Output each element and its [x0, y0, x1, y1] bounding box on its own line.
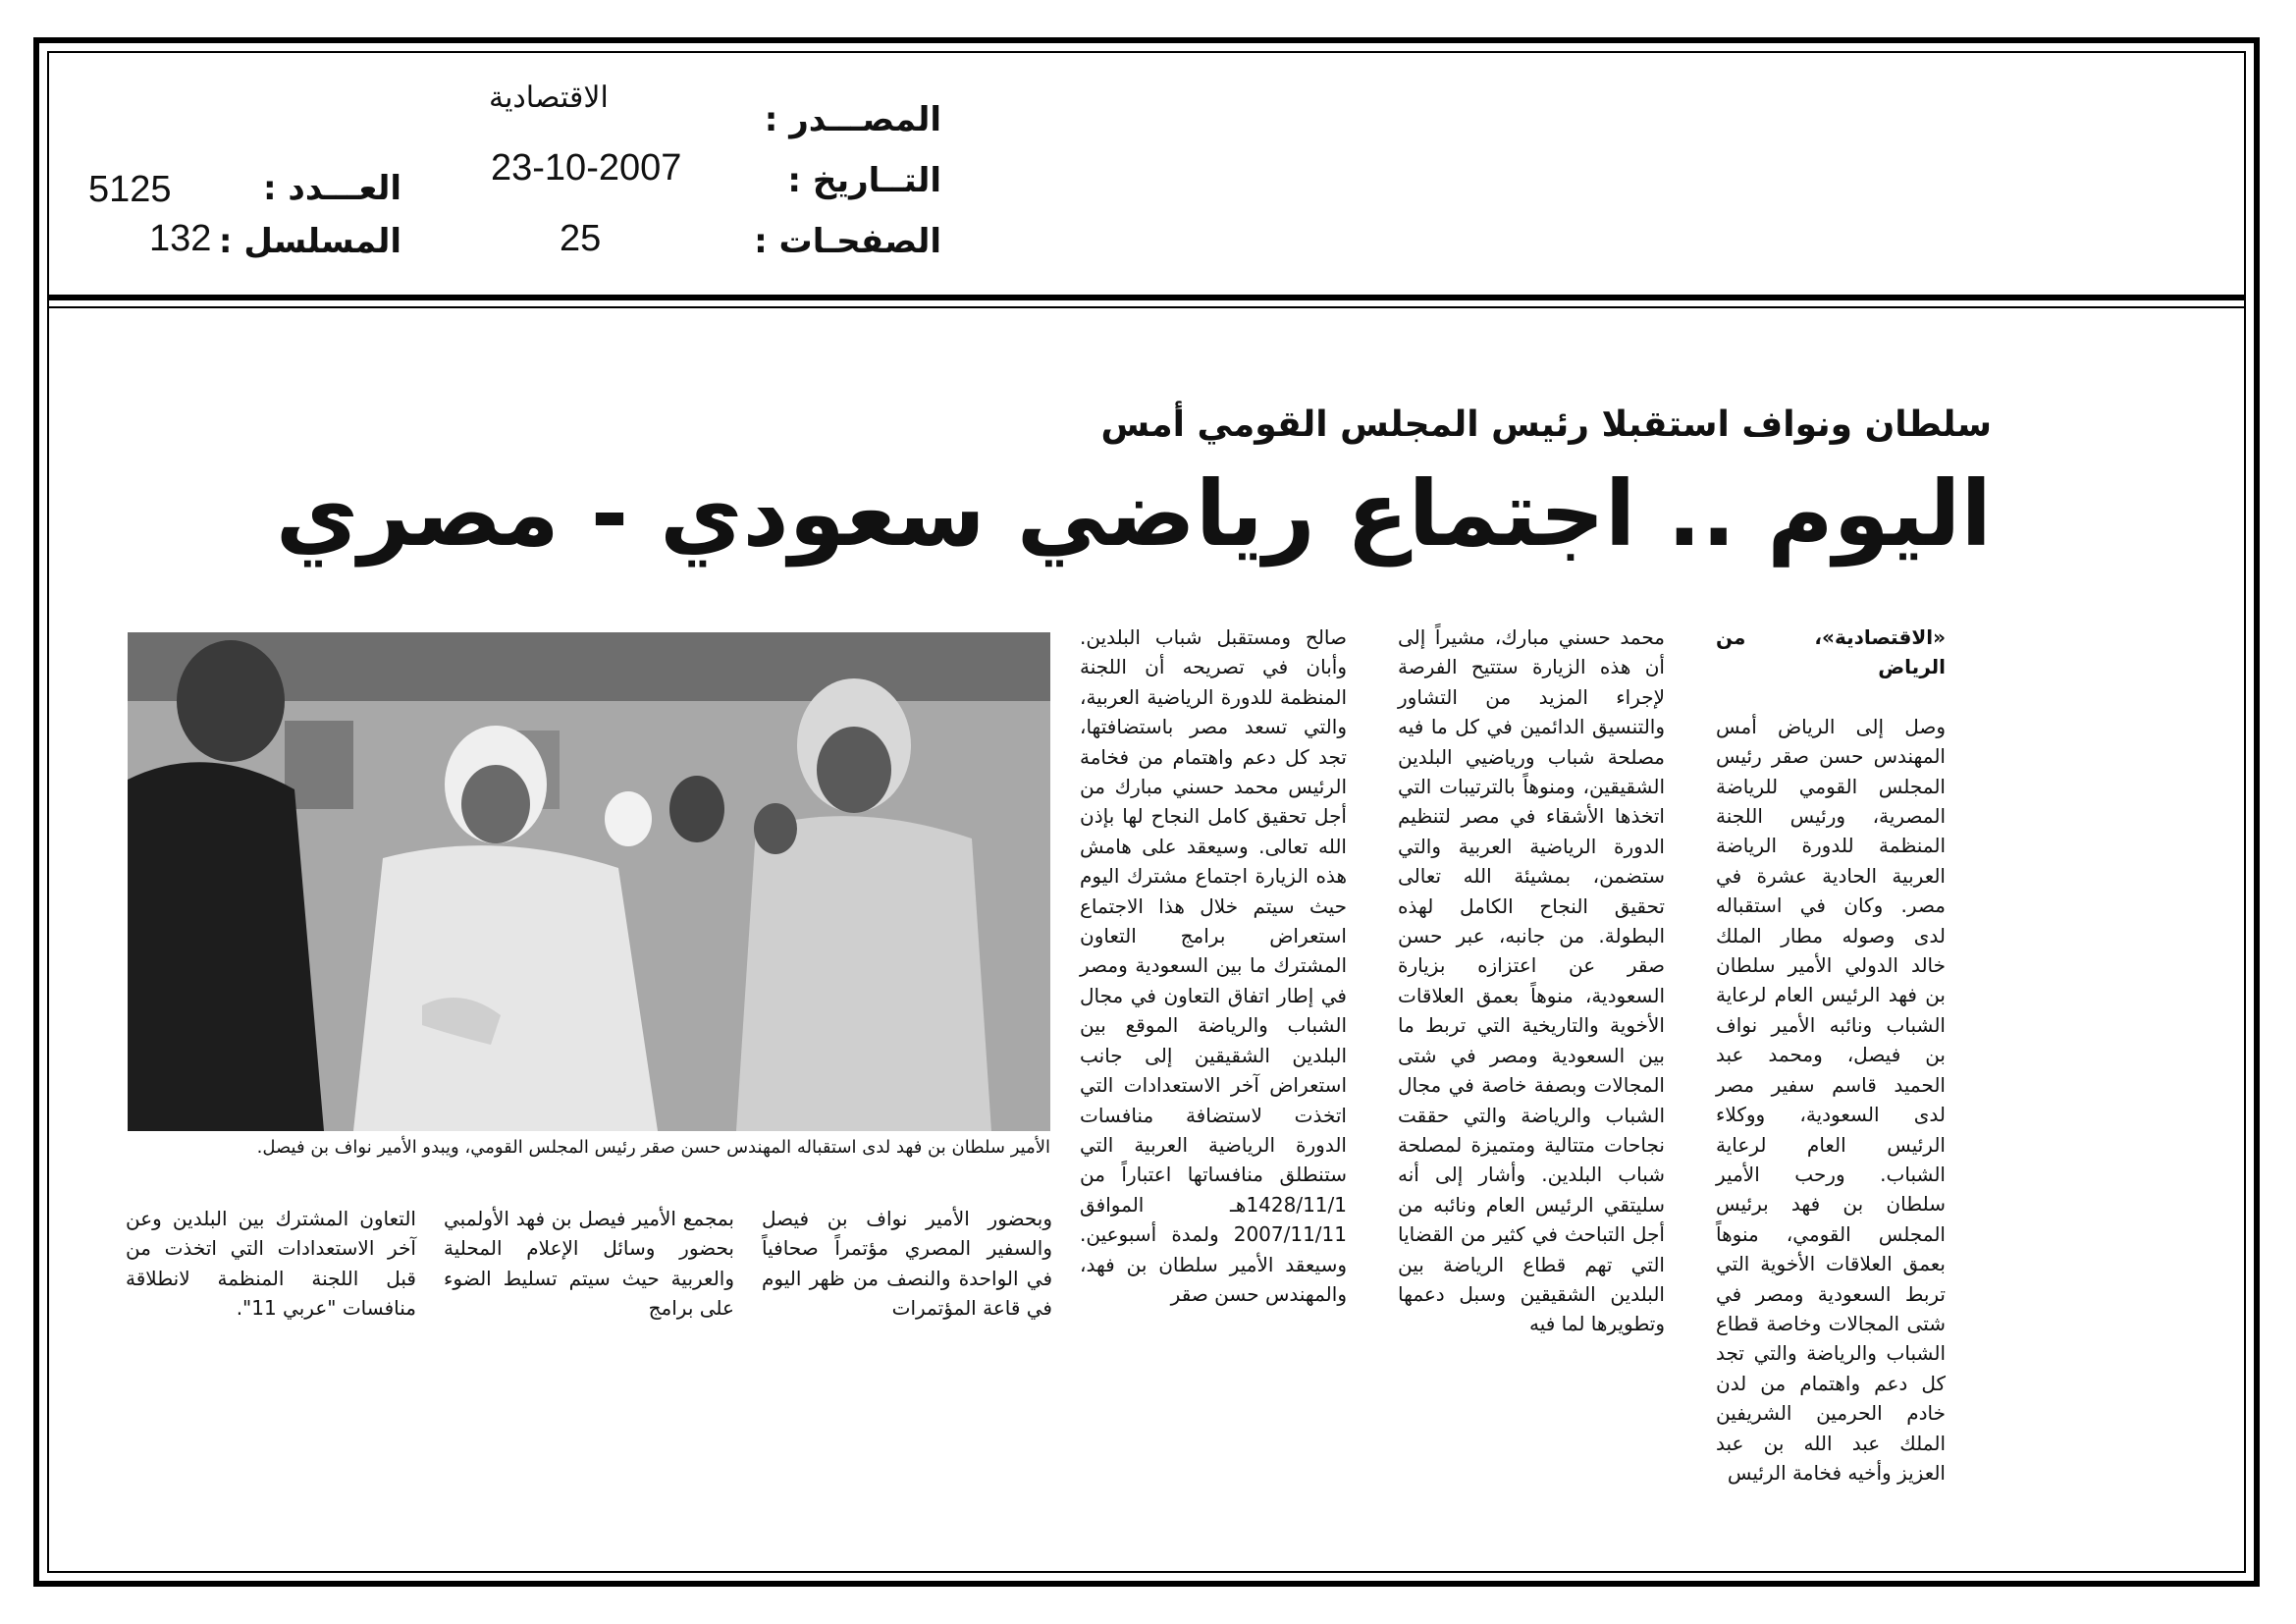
serial-value: 132 — [149, 218, 212, 259]
article-column-6-text: التعاون المشترك بين البلدين وعن آخر الاستعدادات التي اتخذت من قبل اللجنة المنظمة لانطلاقة منافسات "عربي 11". — [126, 1207, 416, 1321]
article-byline: «الاقتصادية»، من الرياض — [1716, 625, 1946, 679]
article-column-1-text: وصل إلى الرياض أمس المهندس حسن صقر رئيس المجلس القومي للرياضة المصرية، ورئيس اللجنة المنظمة للدورة الرياضة العربية الحادية عشرة في مصر. وكان في استقباله لدى وصوله مطار الملك خالد الدولي الأمير سلطان بن فهد الرئيس العام لرعاية الشباب ونائبه الأمير نواف بن فيصل، ومحمد عبد الحميد قاسم سفير مصر لدى السعودية، ووكلاء الرئيس العام لرعاية الشباب. ورحب الأمير سلطان بن فهد برئيس المجلس القومي، منوهاً بعمق العلاقات الأخوية التي تربط السعودية ومصر في شتى المجالات وخاصة قطاع الشباب والرياضة والتي تجد كل دعم واهتمام من لدن خادم الحرمين الشريفين الملك عبد الله بن عبد العزيز وأخيه فخامة الرئيس — [1716, 714, 1946, 1485]
header-divider-thin — [47, 306, 2246, 308]
article-photo — [128, 632, 1050, 1131]
article-column-5-text: بمجمع الأمير فيصل بن فهد الأولمبي بحضور وسائل الإعلام المحلية والعربية حيث سيتم تسليط الضوء على برامج — [444, 1207, 734, 1321]
source-label: المصـــدر : — [764, 100, 941, 139]
pages-label: الصفحـات : — [754, 222, 941, 261]
serial-label: المسلسل : — [218, 222, 401, 261]
source-value: الاقتصادية — [489, 81, 609, 114]
issue-label: العـــدد : — [263, 169, 401, 208]
article-column-3-text: صالح ومستقبل شباب البلدين. وأبان في تصريحه أن اللجنة المنظمة للدورة الرياضية العربية، والتي تسعد مصر باستضافتها، تجد كل دعم واهتمام من فخامة الرئيس محمد حسني مبارك من أجل تحقيق كامل النجاح لها بإذن الله تعالى. وسيعقد على هامش هذه الزيارة اجتماع مشترك اليوم حيث سيتم خلال هذا الاجتماع استعراض برامج التعاون المشترك ما بين السعودية ومصر في إطار اتفاق التعاون في مجال الشباب والرياضة الموقع بين البلدين الشقيقين إلى جانب استعراض آخر الاستعدادات التي اتخذت لاستضافة منافسات الدورة الرياضية العربية التي ستنطلق منافساتها اعتباراً من 1428/11/1هـ الموافق 2007/11/11 ولمدة أسبوعين. وسيعقد الأمير سلطان بن فهد، والمهندس حسن صقر — [1080, 625, 1347, 1306]
header-divider — [47, 295, 2246, 300]
article-headline: اليوم .. اجتماع رياضي سعودي - مصري — [275, 461, 1992, 567]
article-column-4-text: وبحضور الأمير نواف بن فيصل والسفير المصري مؤتمراً صحافياً في الواحدة والنصف من ظهر اليوم في قاعة المؤتمرات — [762, 1207, 1052, 1321]
date-value: 23-10-2007 — [491, 147, 682, 189]
date-label: التــاريخ : — [787, 161, 941, 200]
article-column-2-text: محمد حسني مبارك، مشيراً إلى أن هذه الزيارة ستتيح الفرصة لإجراء المزيد من التشاور والتنسيق الدائمين في كل ما فيه مصلحة شباب ورياضيي البلدين الشقيقين، ومنوهاً بالترتيبات التي اتخذها الأشقاء في مصر لتنظيم الدورة الرياضية العربية والتي ستضمن، بمشيئة الله تعالى تحقيق النجاح الكامل لهذه البطولة. من جانبه، عبر حسن صقر عن اعتزازه بزيارة السعودية، منوهاً بعمق العلاقات الأخوية والتاريخية التي تربط ما بين السعودية ومصر في شتى المجالات وبصفة خاصة في مجال الشباب والرياضة والتي حققت نجاحات متتالية ومتميزة لمصلحة شباب البلدين. وأشار إلى أنه سليتقي الرئيس العام ونائبه من أجل التباحث في كثير من القضايا التي تهم قطاع الرياضة بين البلدين الشقيقين وسبل دعمها وتطويرها لما فيه — [1398, 625, 1665, 1336]
photo-caption: الأمير سلطان بن فهد لدى استقباله المهندس حسن صقر رئيس المجلس القومي، ويبدو الأمير نواف بن فيصل. — [256, 1137, 1050, 1158]
article-column-6 — [126, 1204, 416, 1331]
article-column-2 — [1398, 623, 1665, 1341]
article-column-4 — [762, 1204, 1052, 1331]
issue-value: 5125 — [88, 169, 172, 210]
article-column-5 — [444, 1204, 734, 1331]
article-column-1 — [1716, 623, 1946, 1485]
pages-value: 25 — [560, 218, 602, 259]
photo-illustration — [128, 632, 1050, 1131]
article-column-3 — [1080, 623, 1347, 1341]
article-kicker: سلطان ونواف استقبلا رئيس المجلس القومي أمس — [1100, 405, 1992, 445]
